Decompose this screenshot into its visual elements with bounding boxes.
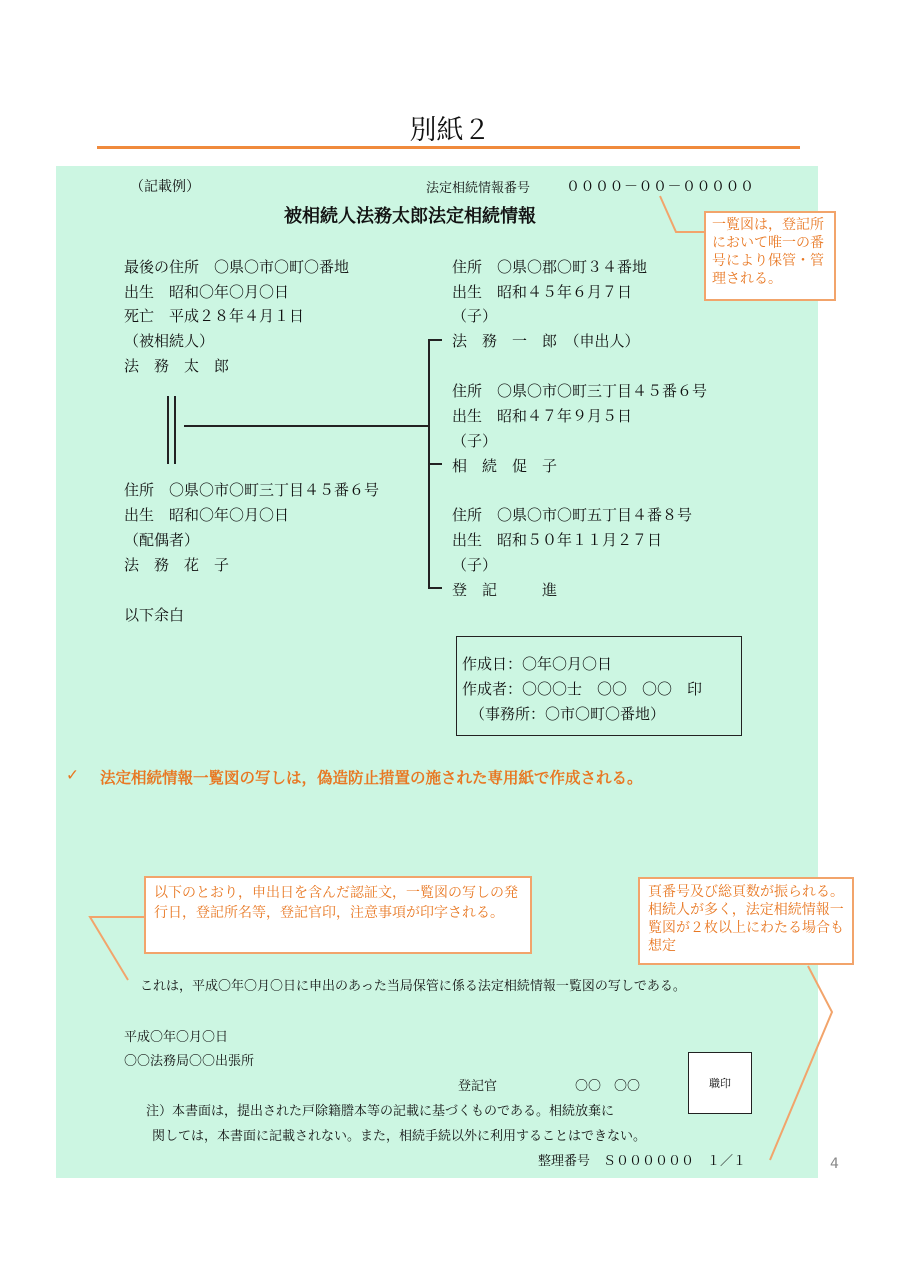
child-birth: 出生 昭和５０年１１月２７日 [452,531,663,549]
child-role: （子） [452,307,498,325]
spouse-birth: 出生 昭和〇年〇月〇日 [124,506,290,524]
creator-name: 作成者：〇〇〇士 〇〇 〇〇 印 [462,680,703,698]
registrar-name: 登記官 〇〇 〇〇 [458,1079,641,1094]
certificate-statement: これは，平成〇年〇月〇日に申出のあった当局保管に係る法定相続情報一覧図の写しである。 [140,979,686,994]
callout-page-note: 頁番号及び総頁数が振られる。相続人が多く，法定相続情報一覧図が２枚以上にわたる場合も想定 [638,877,854,965]
official-seal-label: 職印 [709,1077,731,1090]
document-heading: 被相続人法務太郎法定相続情報 [284,206,536,227]
callout-certificate-note: 以下のとおり，申出日を含んだ認証文，一覧図の写しの発行日，登記所名等，登記官印，注意事項が印字される。 [144,876,532,954]
remainder-note: 以下余白 [124,606,185,624]
example-label: （記載例） [130,179,200,195]
pointer-id-note [660,196,704,232]
child-name: 相 続 促 子 [452,457,558,475]
child-name: 法 務 一 郎 （申出人） [452,332,640,350]
child-address: 住所 〇県〇市〇町五丁目４番８号 [452,506,693,524]
child-birth: 出生 昭和４５年６月７日 [452,283,633,301]
info-number-label: 法定相続情報番号 [426,181,531,196]
pointer-certificate-note [90,917,144,980]
child-address: 住所 〇県〇郡〇町３４番地 [452,258,648,276]
decedent-name: 法 務 太 郎 [124,357,230,375]
child-address: 住所 〇県〇市〇町三丁目４５番６号 [452,382,708,400]
certificate-office: 〇〇法務局〇〇出張所 [124,1054,255,1069]
page-number: 4 [830,1156,839,1172]
child-name: 登 記 進 [452,581,558,599]
check-icon: ✓ [66,766,79,784]
certificate-date: 平成〇年〇月〇日 [124,1030,229,1045]
info-number-value: ００００－００－０００００ [566,179,755,195]
creation-date: 作成日：〇年〇月〇日 [462,655,613,673]
spouse-address: 住所 〇県〇市〇町三丁目４５番６号 [124,481,380,499]
caution-note-line-1: 注）本書面は，提出された戸除籍謄本等の記載に基づくものである。相続放棄に [146,1104,615,1119]
creator-office: （事務所：〇市〇町〇番地） [470,705,666,723]
decedent-role: （被相続人） [124,332,215,350]
child-role: （子） [452,432,498,450]
page-title: 別紙２ [409,115,491,146]
special-paper-note: 法定相続情報一覧図の写しは，偽造防止措置の施された専用紙で作成される。 [100,769,643,787]
decedent-death: 死亡 平成２８年４月１日 [124,307,305,325]
caution-note-line-2: 関しては，本書面に記載されない。また，相続手続以外に利用することはできない。 [152,1129,647,1144]
decedent-birth: 出生 昭和〇年〇月〇日 [124,283,290,301]
decedent-address: 最後の住所 〇県〇市〇町〇番地 [124,258,350,276]
pointer-page-note [770,966,832,1160]
spouse-role: （配偶者） [124,531,200,549]
child-role: （子） [452,556,498,574]
serial-number: 整理番号 Ｓ００００００ １／１ [538,1154,747,1169]
callout-id-note: 一覧図は，登記所において唯一の番号により保管・管理される。 [704,211,836,301]
spouse-name: 法 務 花 子 [124,556,230,574]
child-birth: 出生 昭和４７年９月５日 [452,407,633,425]
